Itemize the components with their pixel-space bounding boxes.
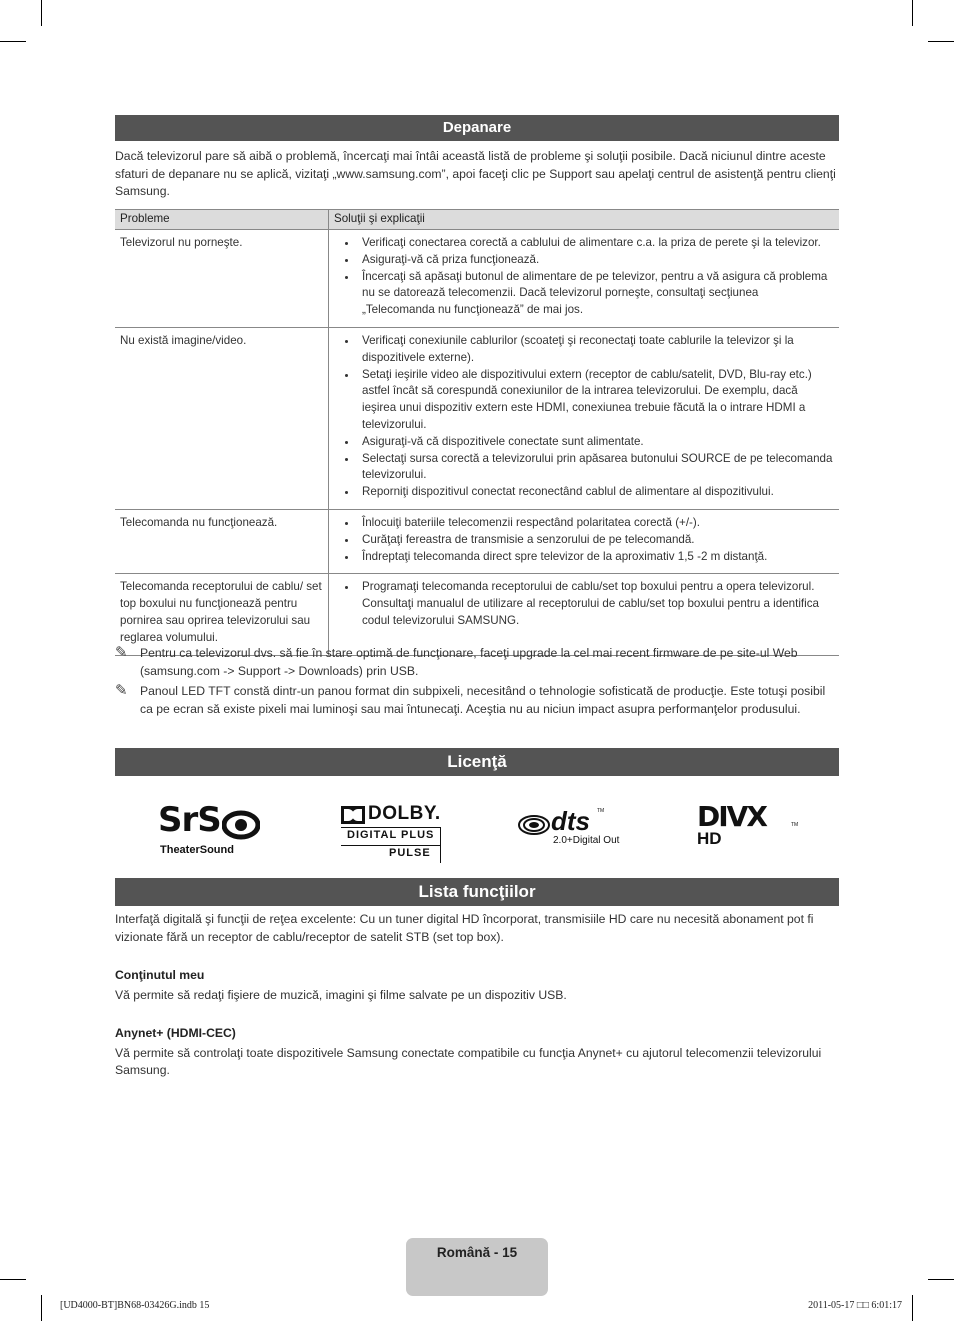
- problem-cell: Telecomanda receptorului de cablu/ set top boxului nu funcţionează pentru pornirea sau oprirea televizorului sau reglarea volumului.: [115, 574, 329, 655]
- page-number-tab: [406, 1238, 548, 1296]
- solution-item: • Setaţi ieşirile video ale dispozitivului extern (receptor de cablu/satelit, DVD, Blu-ray etc.) astfel încât să corespundă conexiunilor de la intrarea televizorului. De exemplu, dacă ieşirea unui dispozitiv extern este HDMI, conexiunea trebuie făcută la o intrare HDMI a televizorului.: [358, 367, 834, 434]
- solution-item: • Verificaţi conexiunile cablurilor (scoateţi şi reconectaţi toate cablurile la televizor şi la dispozitivele externe).: [358, 333, 834, 367]
- dts-subtitle: 2.0+Digital Out: [553, 835, 620, 846]
- solution-cell: [329, 509, 840, 573]
- page-number: Română - 15: [436, 1245, 518, 1260]
- solution-cell: [329, 574, 840, 655]
- dolby-wordmark: DOLBY.: [368, 803, 441, 824]
- divx-wordmark: DIVX: [697, 800, 766, 833]
- solution-cell: [329, 230, 840, 328]
- dolby-digital-plus-pulse-logo: [341, 805, 445, 859]
- note-text: Pentru ca televizorul dvs. să fie în stare optimă de funcţionare, faceţi upgrade la cel mai recent firmware de pe site-ul Web (samsung.com -> Support -> Downloads) prin USB.: [140, 646, 798, 678]
- troubleshooting-table: [115, 209, 839, 656]
- srs-theatersound-logo: [158, 800, 268, 858]
- dolby-pulse: PULSE: [389, 847, 431, 859]
- note: [115, 645, 839, 680]
- dts-logo: [517, 808, 627, 858]
- feature-text: Vă permite să controlaţi toate dispozitivele Samsung conectate compatibile cu funcţia Anynet+ cu ajutorul telecomenzii televizorului Samsung.: [115, 1045, 822, 1077]
- dts-wordmark: dts: [551, 806, 590, 836]
- divx-hd: HD: [697, 829, 722, 848]
- crop-mark: [912, 0, 913, 26]
- solution-cell: [329, 327, 840, 509]
- pencil-icon: ✎: [115, 644, 128, 661]
- dolby-double-d-icon: [341, 806, 365, 824]
- dolby-digital-plus: DIGITAL PLUS: [347, 829, 435, 841]
- solution-item: • Înlocuiţi bateriile telecomenzii respectând polaritatea corectă (+/-).: [358, 515, 834, 532]
- license-logos: [115, 800, 839, 862]
- solution-item: • Încercaţi să apăsaţi butonul de alimentare de pe televizor, pentru a vă asigura că problema nu se datorează telecomenzii. Dacă televizorul porneşte, consultaţi secţiunea „Telecomanda nu funcţionează” de mai jos.: [358, 269, 834, 319]
- crop-mark: [928, 1279, 954, 1280]
- pencil-icon: ✎: [115, 682, 128, 699]
- problem-cell: Televizorul nu porneşte.: [115, 230, 329, 328]
- solution-item: • Reporniţi dispozitivul conectat reconectând cablul de alimentare al dispozitivului.: [358, 484, 834, 501]
- table-row: [115, 509, 839, 573]
- section-title-lista-functiilor: Lista funcţiilor: [115, 878, 839, 906]
- crop-mark: [41, 1295, 42, 1321]
- table-row: [115, 230, 839, 328]
- feature-text: Vă permite să redaţi fişiere de muzică, imagini şi filme salvate pe un dispozitiv USB.: [115, 987, 567, 1002]
- solution-item: • Asiguraţi-vă că dispozitivele conectate sunt alimentate.: [358, 434, 834, 451]
- table-row: [115, 327, 839, 509]
- solution-item: • Selectaţi sursa corectă a televizorului prin apăsarea butonului SOURCE de pe telecomanda televizorului.: [358, 451, 834, 485]
- crop-mark: [912, 1295, 913, 1321]
- srs-eye-icon: [222, 808, 260, 842]
- crop-mark: [41, 0, 42, 26]
- table-row: [115, 574, 839, 655]
- solution-item: • Programaţi telecomanda receptorului de cablu/set top boxului pentru a opera televizorul. Consultaţi manualul de utilizare al receptorului de cablu/set top boxului pentru a identifica codul televizorului SAMSUNG.: [358, 579, 834, 629]
- footer-timestamp: 2011-05-17 □□ 6:01:17: [808, 1300, 902, 1311]
- crop-mark: [928, 41, 954, 42]
- crop-mark: [0, 41, 26, 42]
- solution-item: • Verificaţi conectarea corectă a cablului de alimentare c.a. la priza de perete şi la televizor.: [358, 235, 834, 252]
- feature-title: Anynet+ (HDMI-CEC): [115, 1026, 236, 1040]
- column-header-problems: Probleme: [115, 210, 329, 230]
- divx-hd-logo: [697, 800, 807, 856]
- features-intro: Interfaţă digitală şi funcţii de reţea excelente: Cu un tuner digital HD încorporat, transmisiile HD care nu necesită abonament pot fi vizionate fără un receptor de cablu/receptor de satelit STB (set top box).: [115, 912, 814, 944]
- problem-cell: Nu există imagine/video.: [115, 327, 329, 509]
- srs-wordmark: SrS: [158, 800, 221, 840]
- feature-item: [115, 967, 839, 1004]
- note: [115, 683, 839, 718]
- solution-item: • Îndreptaţi telecomanda direct spre televizor de la aproximativ 1,5 -2 m distanţă.: [358, 549, 834, 566]
- solution-item: • Asiguraţi-vă că priza funcţionează.: [358, 252, 834, 269]
- note-text: Panoul LED TFT constă dintr-un panou format din subpixeli, necesitând o tehnologie sofisticată de producţie. Este totuşi posibil ca pe ecran să existe pixeli mai luminoşi sau mai întunecaţi. Aceştia nu au niciun impact asupra performanţelor produsului.: [140, 684, 826, 716]
- troubleshooting-intro: Dacă televizorul pare să aibă o problemă, încercaţi mai întâi această listă de probleme şi soluţii posibile. Dacă niciunul dintre aceste sfaturi de depanare nu se aplică, vizitaţi „www.samsung.com”, apoi faceţi clic pe Support sau apelaţi centrul de asistenţă pentru clienţi Samsung.: [115, 149, 836, 198]
- divx-trademark: TM: [791, 822, 799, 828]
- feature-title: Conţinutul meu: [115, 968, 205, 982]
- solution-item: • Curăţaţi fereastra de transmisie a senzorului de pe telecomandă.: [358, 532, 834, 549]
- feature-item: [115, 1025, 839, 1080]
- notes: [115, 645, 839, 721]
- footer-file-info: [UD4000-BT]BN68-03426G.indb 15: [60, 1300, 210, 1311]
- section-title-licenta: Licenţă: [115, 748, 839, 776]
- problem-cell: Telecomanda nu funcţionează.: [115, 509, 329, 573]
- crop-mark: [0, 1279, 26, 1280]
- dts-trademark: TM: [597, 808, 605, 814]
- dts-swoosh-icon: [517, 814, 551, 836]
- column-header-solutions: Soluţii şi explicaţii: [329, 210, 840, 230]
- section-title-depanare: Depanare: [115, 115, 839, 141]
- srs-subtitle: TheaterSound: [160, 844, 234, 856]
